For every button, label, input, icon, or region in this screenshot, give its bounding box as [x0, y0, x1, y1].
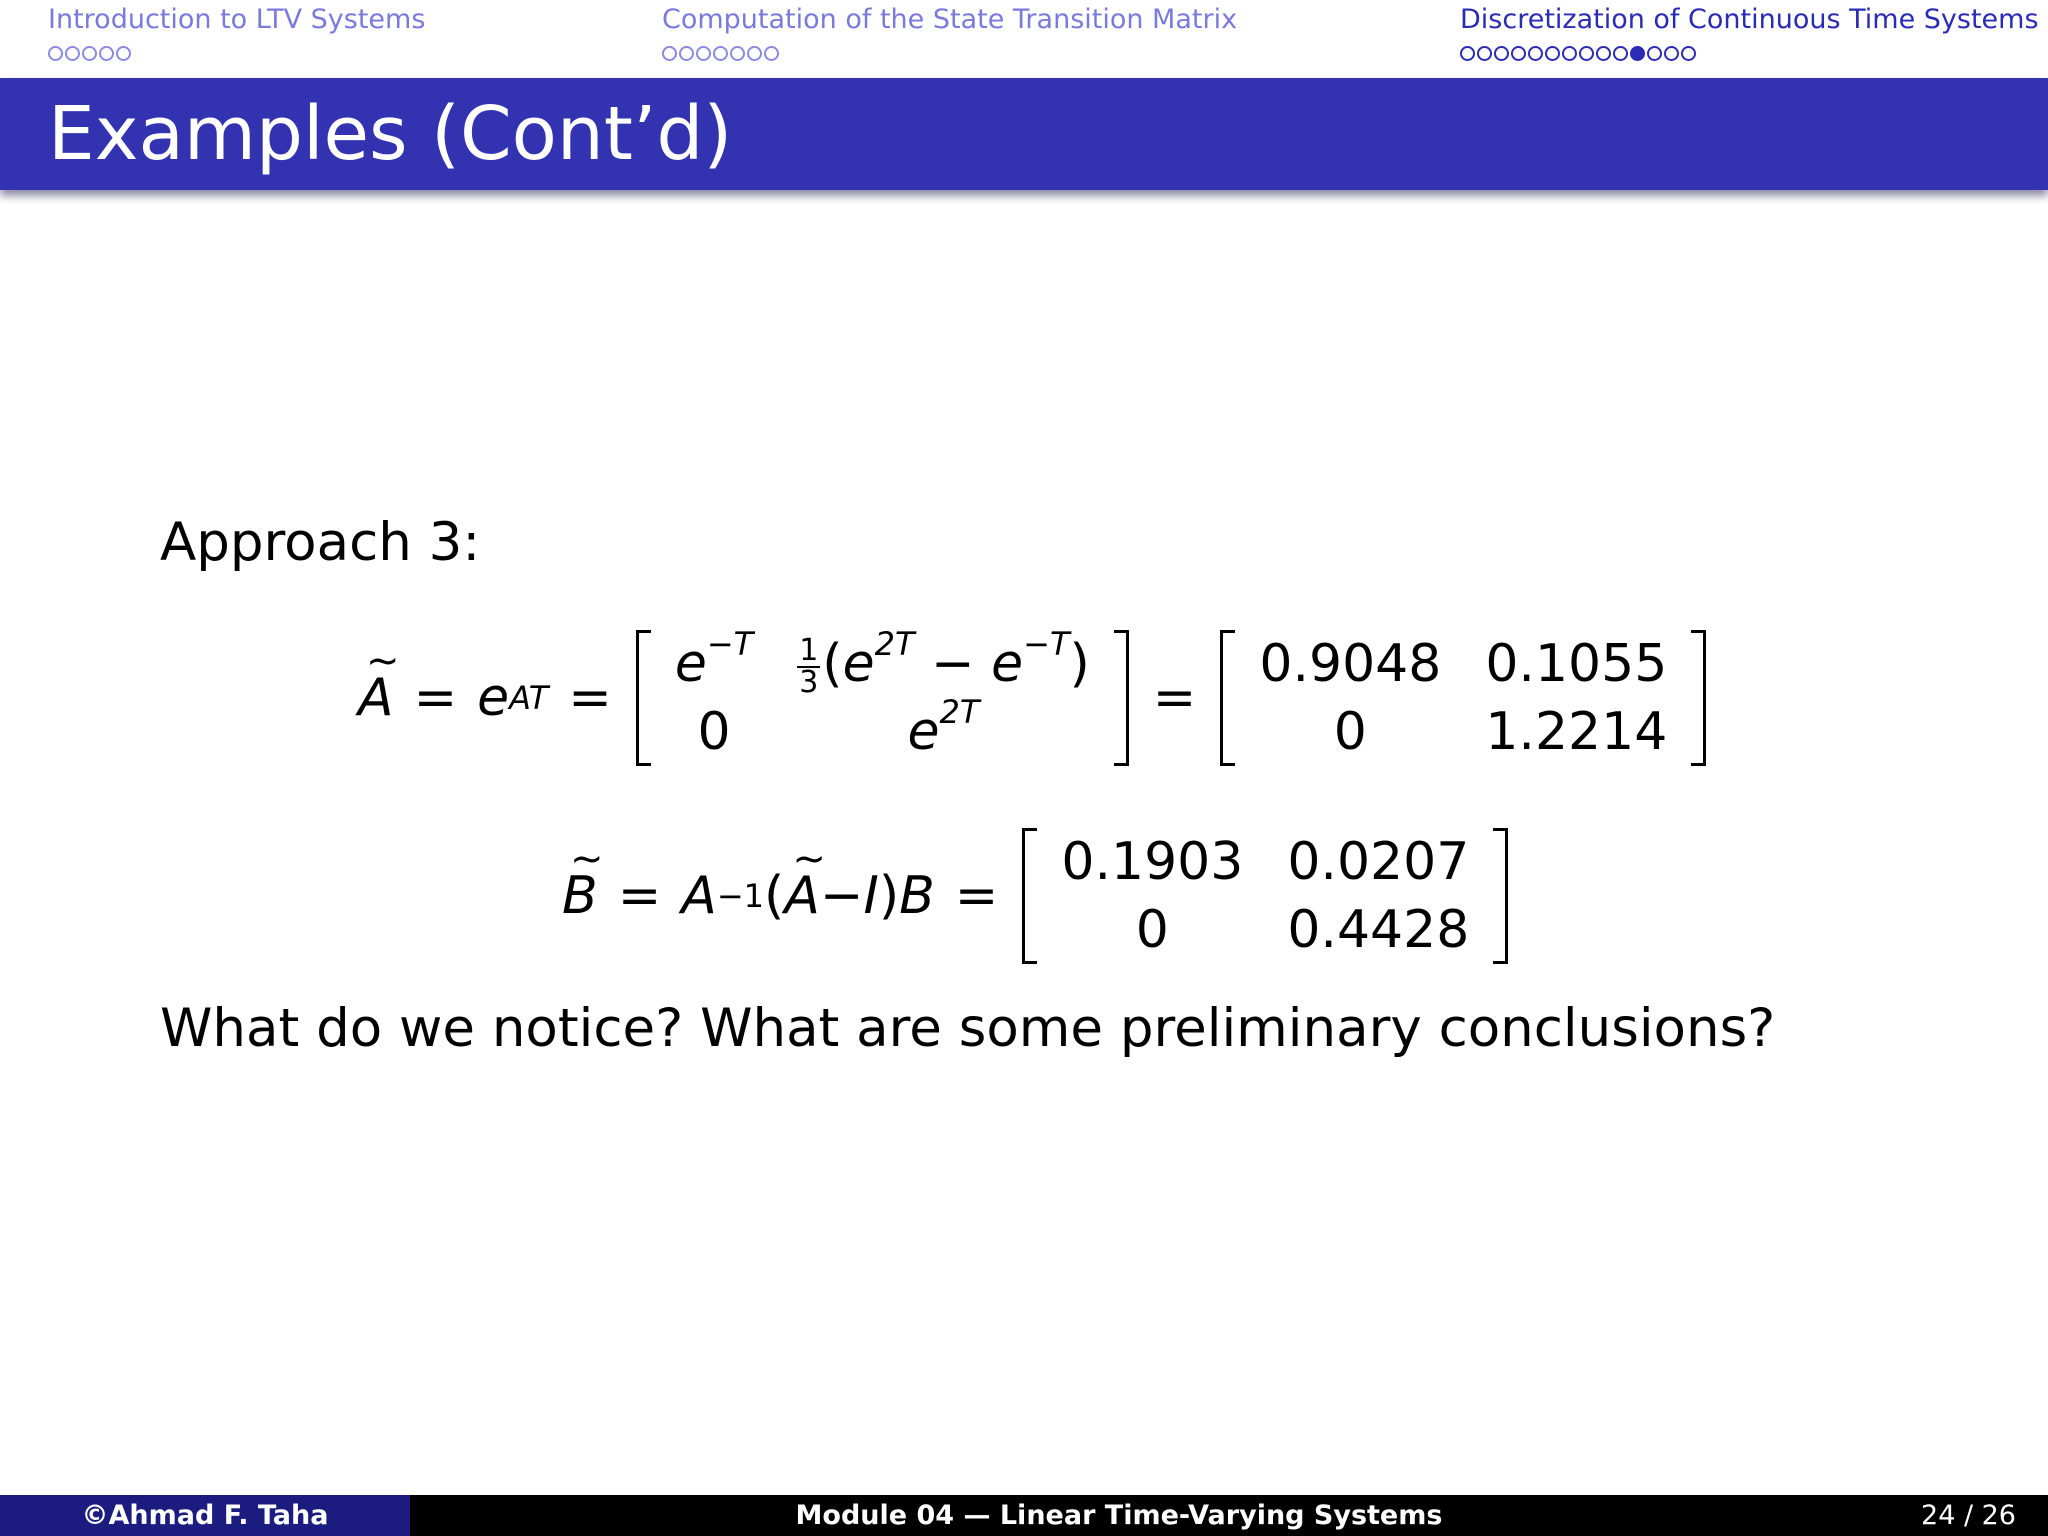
- a-tilde-symbol: [358, 638, 400, 728]
- symbolic-matrix: [636, 625, 1129, 766]
- nav-dot[interactable]: [1647, 46, 1662, 61]
- a-tilde-symbol: ~ A: [784, 836, 826, 926]
- frame-title-bar: [0, 78, 2048, 190]
- matrix-cell: 0: [697, 702, 731, 762]
- nav-dot[interactable]: [1562, 46, 1577, 61]
- nav-dot[interactable]: [99, 46, 114, 61]
- matrix-cell: $\frac{1}{3}$ $(e^{2T} - e^{-T})$: [799, 625, 1090, 700]
- nav-section-state-transition[interactable]: [662, 2, 1237, 38]
- footer-module-title: Module 04 — Linear Time-Varying Systems: [410, 1495, 1828, 1536]
- minus-sign: −: [819, 866, 864, 926]
- tilde-accent: ~: [792, 836, 826, 882]
- nav-dot[interactable]: [696, 46, 711, 61]
- equation-b-tilde: ~ B = A −1 ( ~ A − I ) B = 0.1903 0.0207 0 0.4428: [562, 828, 1512, 964]
- matrix-cell: $e^{-T}$: [674, 625, 754, 694]
- nav-dot[interactable]: [713, 46, 728, 61]
- close-paren: ): [878, 866, 900, 926]
- footer-bar: [0, 1495, 2048, 1536]
- nav-section-discretization[interactable]: [1460, 2, 2039, 38]
- nav-section-title[interactable]: Introduction to LTV Systems: [48, 4, 426, 35]
- discussion-question: What do we notice? What are some preliminary conclusions?: [160, 998, 1776, 1059]
- nav-dot[interactable]: [730, 46, 745, 61]
- matrix-cell: 0: [1333, 702, 1367, 762]
- numeric-matrix-b: [1022, 828, 1508, 964]
- equals-sign: =: [617, 866, 662, 926]
- matrix-cell: 0.0207: [1287, 832, 1470, 892]
- nav-dot[interactable]: [1681, 46, 1696, 61]
- nav-dot[interactable]: [1630, 46, 1645, 61]
- matrix-cell: 0.1055: [1485, 634, 1668, 694]
- nav-dot[interactable]: [1545, 46, 1560, 61]
- tilde-accent: ~: [570, 836, 604, 882]
- nav-section-intro[interactable]: [48, 2, 425, 38]
- section-navigation: [0, 0, 2048, 76]
- equals-sign: =: [1152, 668, 1197, 728]
- nav-dot[interactable]: [1664, 46, 1679, 61]
- nav-dot[interactable]: [1596, 46, 1611, 61]
- nav-dot[interactable]: [1579, 46, 1594, 61]
- matrix-cell: $e^{2T}$: [907, 693, 980, 762]
- equals-sign: =: [413, 668, 458, 728]
- matrix-cell: 0.4428: [1287, 900, 1470, 960]
- b-tilde-symbol: [562, 836, 604, 926]
- nav-dot[interactable]: [662, 46, 677, 61]
- equation-a-tilde: ~ A = e AT = $e^{-T}$ $\frac{1}{3}$ $(e^{2T} - e^{-T})$ 0 $e^{2T}$ = 0.9048 0.1055 0 1.2214: [358, 630, 1710, 766]
- b-symbol: B: [899, 866, 935, 926]
- nav-dot[interactable]: [679, 46, 694, 61]
- nav-dot[interactable]: [1511, 46, 1526, 61]
- numeric-matrix-a: [1220, 630, 1706, 766]
- fraction: $\frac{1}{3}$: [799, 633, 819, 700]
- equals-sign: =: [568, 668, 612, 728]
- b-symbol: B: [562, 866, 598, 926]
- footer-page-number: 24 / 26: [1828, 1495, 2048, 1536]
- nav-dot[interactable]: [1613, 46, 1628, 61]
- nav-dot[interactable]: [1528, 46, 1543, 61]
- nav-dots: [48, 46, 131, 61]
- a-symbol: A: [681, 866, 717, 926]
- tilde-accent: ~: [366, 638, 400, 684]
- nav-dot[interactable]: [82, 46, 97, 61]
- nav-section-title[interactable]: Discretization of Continuous Time Systems: [1460, 4, 2039, 35]
- matrix-cell: 0: [1135, 900, 1169, 960]
- matrix-cell: 1.2214: [1485, 702, 1668, 762]
- nav-dot[interactable]: [764, 46, 779, 61]
- matrix-cell: 0.1903: [1061, 832, 1244, 892]
- nav-dot[interactable]: [48, 46, 63, 61]
- matrix-cell: 0.9048: [1259, 634, 1442, 694]
- nav-dot[interactable]: [1460, 46, 1475, 61]
- frame-title: Examples (Cont’d): [48, 91, 733, 177]
- a-symbol: A: [358, 668, 394, 728]
- nav-dot[interactable]: [747, 46, 762, 61]
- open-paren: (: [764, 866, 785, 926]
- exp-base: e: [477, 668, 510, 728]
- nav-section-title[interactable]: Computation of the State Transition Matrix: [662, 4, 1238, 35]
- nav-dot[interactable]: [116, 46, 131, 61]
- approach-label: Approach 3:: [160, 512, 481, 573]
- identity-symbol: I: [863, 866, 879, 926]
- nav-dot[interactable]: [1494, 46, 1509, 61]
- nav-dot[interactable]: [1477, 46, 1492, 61]
- nav-dots: [662, 46, 779, 61]
- footer-author: ©Ahmad F. Taha: [0, 1495, 410, 1536]
- nav-dot[interactable]: [65, 46, 80, 61]
- nav-dots: [1460, 46, 1696, 61]
- equals-sign: =: [954, 866, 999, 926]
